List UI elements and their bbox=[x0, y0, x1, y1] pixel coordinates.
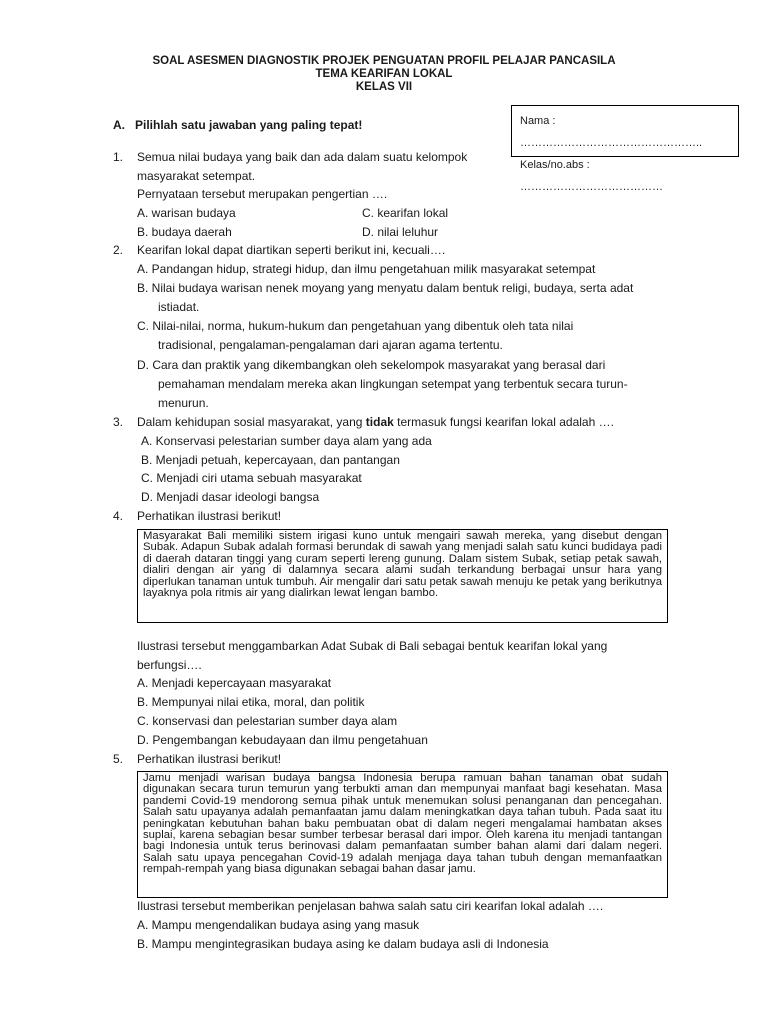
q1-stem-line1: Semua nilai budaya yang baik dan ada dalam suatu kelompok bbox=[137, 150, 468, 164]
q3-option-b: B. Menjadi petuah, kepercayaan, dan pantangan bbox=[141, 453, 400, 467]
header-title: SOAL ASESMEN DIAGNOSTIK PROJEK PENGUATAN PROFIL PELAJAR PANCASILA bbox=[152, 55, 616, 67]
q1-stem-line3: Pernyataan tersebut merupakan pengertian …. bbox=[137, 187, 388, 201]
q1-option-c: C. kearifan lokal bbox=[362, 206, 449, 220]
q4-option-d: D. Pengembangan kebudayaan dan ilmu pengetahuan bbox=[137, 733, 428, 747]
q2-stem: Kearifan lokal dapat diartikan seperti berikut ini, kecuali…. bbox=[137, 243, 446, 257]
q2-option-b-line2: istiadat. bbox=[158, 300, 200, 314]
document-header bbox=[0, 55, 768, 94]
q1-number: 1. bbox=[113, 150, 124, 164]
q3-stem-post: termasuk fungsi kearifan lokal adalah …. bbox=[393, 415, 614, 429]
q2-option-d-line3: menurun. bbox=[158, 396, 209, 410]
q4-stem: Perhatikan ilustrasi berikut! bbox=[137, 509, 282, 523]
q3-stem-bold: tidak bbox=[365, 415, 394, 429]
q2-number: 2. bbox=[113, 243, 124, 257]
q3-stem-pre: Dalam kehidupan sosial masyarakat, yang bbox=[137, 415, 366, 429]
q4-number: 4. bbox=[113, 509, 124, 523]
q4-question-line2: berfungsi…. bbox=[137, 658, 202, 672]
q3-option-a: A. Konservasi pelestarian sumber daya alam yang ada bbox=[141, 434, 432, 448]
q1-stem-line2: masyarakat setempat. bbox=[137, 169, 256, 183]
q2-option-c-line1: C. Nilai-nilai, norma, hukum-hukum dan pengetahuan yang dibentuk oleh tata nilai bbox=[137, 319, 574, 333]
q3-option-d: D. Menjadi dasar ideologi bangsa bbox=[141, 490, 320, 504]
q5-option-a: A. Mampu mengendalikan budaya asing yang masuk bbox=[137, 918, 420, 932]
class-field[interactable]: Kelas/no.abs : ………………………………… bbox=[520, 159, 663, 193]
q2-option-c-line2: tradisional, pengalaman-pengalaman dari ajaran agama tertentu. bbox=[158, 338, 503, 352]
header-class: KELAS VII bbox=[355, 81, 413, 93]
q4-option-a: A. Menjadi kepercayaan masyarakat bbox=[137, 676, 332, 690]
q2-option-b-line1: B. Nilai budaya warisan nenek moyang yang menyatu dalam bentuk religi, budaya, serta adat bbox=[137, 281, 634, 295]
q4-option-b: B. Mempunyai nilai etika, moral, dan politik bbox=[137, 695, 365, 709]
q2-option-d-line1: D. Cara dan praktik yang dikembangkan oleh sekelompok masyarakat yang berasal dari bbox=[137, 358, 606, 372]
q1-option-b: B. budaya daerah bbox=[137, 225, 232, 239]
q4-question-line1: Ilustrasi tersebut menggambarkan Adat Subak di Bali sebagai bentuk kearifan lokal yang bbox=[137, 639, 608, 653]
section-title: Pilihlah satu jawaban yang paling tepat! bbox=[135, 118, 363, 132]
q5-illustration-box: Jamu menjadi warisan budaya bangsa Indonesia berupa ramuan bahan tanaman obat sudah digunakan secara turun temurun yang terbukti aman dan mempunyai manfaat bagi kesehatan. Masa pandemi Covid-19 mendorong semua pihak untuk menemukan solusi penanganan dan pencegahan. Salah satu upayanya adalah pemanfaatan jamu dalam meningkatkan daya tahan tubuh. Pada saat itu peningkatan kebutuhan bahan baku pembuatan obat di dalam negeri mengalamai hambatan akses suplai, karena sebagian besar sumber terbesar berasal dari impor. Oleh karena itu menjadi tantangan bagi Indonesia untuk terus berinovasi dalam pemanfaatan sumber bahan alami dari dalam negeri. Salah satu upaya pencegahan Covid-19 adalah menjaga daya tahan tubuh dengan memanfaatkan rempah-rempah yang biasa digunakan sebagai bahan dasar jamu. bbox=[137, 771, 668, 898]
section-heading bbox=[113, 118, 362, 132]
q1-option-a: A. warisan budaya bbox=[137, 206, 236, 220]
header-theme: TEMA KEARIFAN LOKAL bbox=[315, 68, 453, 80]
q3-number: 3. bbox=[113, 415, 124, 429]
q5-question: Ilustrasi tersebut memberikan penjelasan bahwa salah satu ciri kearifan lokal adalah …. bbox=[137, 899, 604, 913]
section-letter: A. bbox=[113, 118, 125, 132]
identity-box bbox=[511, 105, 739, 193]
q3-option-c: C. Menjadi ciri utama sebuah masyarakat bbox=[141, 471, 362, 485]
q3-stem bbox=[137, 415, 614, 429]
q5-option-b: B. Mampu mengintegrasikan budaya asing ke dalam budaya asli di Indonesia bbox=[137, 937, 549, 951]
q2-option-d-line2: pemahaman mendalam mereka akan lingkungan setempat yang terbentuk secara turun- bbox=[158, 377, 628, 391]
name-field[interactable]: Nama : ………………………………………….. bbox=[520, 115, 703, 149]
q2-option-a: A. Pandangan hidup, strategi hidup, dan ilmu pengetahuan milik masyarakat setempat bbox=[137, 262, 596, 276]
q4-illustration-box: Masyarakat Bali memiliki sistem irigasi kuno untuk mengairi sawah mereka, yang disebut dengan Subak. Adapun Subak adalah formasi berundak di sawah yang menjadi salah satu kunci budidaya padi di daerah dataran tinggi yang curam seperti lereng gunung. Dalam sistem Subak, setiap petak sawah, dialiri dengan air yang di dalamnya secara alami sudah terkandung berbagai unsur hara yang diperlukan tanaman untuk tumbuh. Air mengalir dari satu petak sawah menuju ke petak yang berikutnya layaknya pola ritmis air yang dialirkan lewat lengan bambo. bbox=[137, 529, 668, 623]
q4-option-c: C. konservasi dan pelestarian sumber daya alam bbox=[137, 714, 398, 728]
q1-option-d: D. nilai leluhur bbox=[362, 225, 439, 239]
q5-number: 5. bbox=[113, 752, 124, 766]
q5-stem: Perhatikan ilustrasi berikut! bbox=[137, 752, 282, 766]
